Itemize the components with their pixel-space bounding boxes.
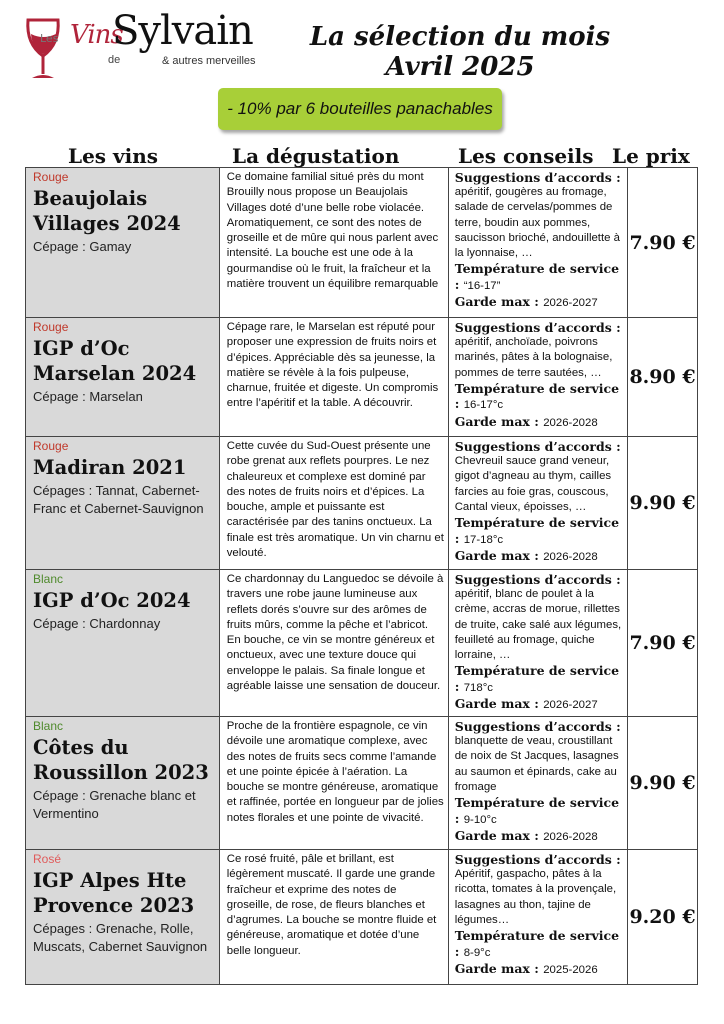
tasting-cell: Cépage rare, le Marselan est réputé pour proposer une expression de fruits noirs et d’épices. Appréciable dès sa jeunesse, la matière se révèle à la fois pulpeuse, charnue, fruitée et digeste. Un compromis entre l’apéritif et la table. A découvrir. (219, 318, 448, 437)
table-row (26, 850, 698, 985)
temperature-value: 718°c (463, 681, 493, 694)
logo-les: Les (40, 32, 59, 45)
header-vins: Les vins (68, 144, 159, 168)
garde-value: 2026-2028 (543, 551, 598, 564)
temperature-label: Température de service : (454, 795, 620, 826)
wine-name: IGP Alpes Hte Provence 2023 (33, 869, 195, 917)
wine-cepage: Cépage : Marselan (33, 389, 143, 404)
temperature-label: Température de service : (454, 261, 620, 292)
garde-line (455, 828, 625, 845)
advice-cell (448, 717, 627, 850)
wine-cepage: Cépage : Gamay (33, 239, 132, 254)
advice-cell (448, 318, 627, 437)
table-row (26, 717, 698, 850)
wine-name: Madiran 2021 (33, 456, 187, 479)
price-cell: 9.90 € (628, 717, 698, 850)
pairings-text: apéritif, blanc de poulet à la crème, accras de morue, rillettes de truite, cake salé aux légumes, feuilleté au fromage, quiche lorraine, … (454, 588, 622, 662)
temperature-value: “16-17” (463, 279, 501, 292)
table-row (26, 437, 698, 570)
pairings-label: Suggestions d’accords : (454, 439, 621, 454)
pairings-text: Chevreuil sauce grand veneur, gigot d’agneau au thym, cailles farcies au foie gras, couscous, Cantal vieux, époisses, … (454, 455, 612, 513)
table-row (26, 570, 698, 717)
temperature-label: Température de service : (454, 515, 620, 546)
advice-cell (448, 168, 627, 318)
pairings-label: Suggestions d’accords : (454, 170, 621, 185)
pairings-text: Apéritif, gaspacho, pâtes à la ricotta, tomates à la provençale, lasagnes au thon, tajine de légumes… (454, 868, 617, 926)
price-cell: 7.90 € (628, 570, 698, 717)
wine-cepage: Cépage : Grenache blanc et Vermentino (33, 788, 196, 821)
temperature-line (455, 663, 625, 696)
wine-cepage: Cépages : Tannat, Cabernet-Franc et Cabernet-Sauvignon (33, 483, 204, 516)
temperature-line (455, 928, 625, 961)
tasting-cell: Ce chardonnay du Languedoc se dévoile à travers une robe jaune lumineuse aux reflets dorés s’ouvre sur des arômes de fruits mûrs, comme la pêche et l’abricot. En bouche, ce vin se montre généreux et onctueux, avec une texture douce qui enveloppe le palais. Sa finale longue et agréable laisse une sensation de douceur. (219, 570, 448, 717)
pairings-label: Suggestions d’accords : (454, 852, 621, 867)
garde-line (455, 414, 625, 431)
shop-logo (20, 8, 260, 82)
pairings-label: Suggestions d’accords : (454, 719, 621, 734)
tasting-cell: Ce rosé fruité, pâle et brillant, est légèrement muscaté. Il garde une grande fraîcheur et exprime des notes de groseille, de rose, de fleurs blanches et d’agrumes. La bouche se montre fluide et généreuse, aromatique et dotée d’une belle longueur. (219, 850, 448, 985)
temperature-line (455, 381, 625, 414)
garde-line (455, 294, 625, 311)
pairings-text: apéritif, gougères au fromage, salade de cervelas/pommes de terre, boudin aux pommes, saucisson brioché, andouillette à la lyonnaise, … (454, 186, 620, 260)
wine-color: Rosé (33, 852, 62, 866)
wine-table (25, 167, 698, 985)
logo-sylvain: Sylvain (112, 8, 253, 54)
wine-name: IGP d’Oc 2024 (33, 589, 191, 612)
logo-de: de (108, 54, 121, 66)
temperature-value: 8-9°c (463, 946, 491, 959)
temperature-line (455, 795, 625, 828)
tasting-cell: Proche de la frontière espagnole, ce vin dévoile une aromatique complexe, avec des notes de fruits secs comme l’amande et une pointe épicée à l’aération. La bouche se montre généreuse, aromatique et raffinée, portée en longueur par de jolies notes florales et une pointe de vivacité. (219, 717, 448, 850)
garde-value: 2026-2027 (543, 699, 598, 712)
wine-cell (26, 850, 220, 985)
wine-cell (26, 717, 220, 850)
temperature-value: 17-18°c (463, 533, 504, 546)
garde-value: 2025-2026 (543, 964, 598, 977)
table-row (26, 318, 698, 437)
header-degustation: La dégustation (232, 144, 400, 168)
wine-cell (26, 437, 220, 570)
page-title (280, 22, 640, 82)
garde-value: 2026-2028 (543, 416, 598, 429)
header-prix: Le prix (612, 144, 690, 168)
title-line-1: La sélection du mois (309, 22, 611, 52)
wine-cell (26, 318, 220, 437)
price-cell: 7.90 € (628, 168, 698, 318)
garde-label: Garde max : (454, 961, 539, 977)
garde-line (455, 961, 625, 978)
wine-name: IGP d’Oc Marselan 2024 (33, 337, 197, 385)
wine-cepage: Cépage : Chardonnay (33, 616, 161, 631)
temperature-label: Température de service : (454, 380, 620, 412)
temperature-line (455, 515, 625, 548)
garde-label: Garde max : (454, 294, 539, 310)
pairings-label: Suggestions d’accords : (454, 320, 621, 335)
garde-value: 2026-2027 (543, 297, 598, 310)
wine-color: Rouge (33, 439, 69, 453)
wine-color: Rouge (33, 170, 69, 184)
temperature-label: Température de service : (454, 663, 620, 694)
wine-name: Côtes du Roussillon 2023 (33, 736, 209, 784)
title-line-2: Avril 2025 (385, 52, 535, 82)
temperature-value: 9-10°c (463, 813, 497, 826)
pairings-text: apéritif, anchoïade, poivrons marinés, pâtes à la bolognaise, pommes de terre sautées, … (454, 336, 613, 379)
advice-cell (448, 570, 627, 717)
garde-line (455, 548, 625, 565)
wine-color: Blanc (33, 572, 64, 586)
garde-label: Garde max : (454, 828, 539, 844)
wine-color: Blanc (33, 719, 64, 733)
table-row (26, 168, 698, 318)
garde-line (455, 696, 625, 713)
advice-cell (448, 850, 627, 985)
pairings-label: Suggestions d’accords : (454, 572, 621, 587)
wine-cepage: Cépages : Grenache, Rolle, Muscats, Cabernet Sauvignon (33, 921, 208, 954)
wine-cell (26, 570, 220, 717)
price-cell: 9.90 € (628, 437, 698, 570)
garde-label: Garde max : (454, 548, 539, 564)
temperature-label: Température de service : (454, 928, 620, 959)
wine-color: Rouge (33, 320, 69, 334)
logo-tagline: & autres merveilles (162, 55, 256, 67)
temperature-value: 16-17°c (463, 399, 504, 412)
garde-label: Garde max : (454, 696, 539, 712)
header-conseils: Les conseils (458, 144, 594, 168)
wine-name: Beaujolais Villages 2024 (33, 187, 181, 235)
pairings-text: blanquette de veau, croustillant de noix de St Jacques, lasagnes au saumon et épinards, cake au fromage (454, 735, 619, 793)
wine-cell (26, 168, 220, 318)
advice-cell (448, 437, 627, 570)
garde-value: 2026-2028 (543, 831, 598, 844)
temperature-line (455, 261, 625, 294)
price-cell: 9.20 € (628, 850, 698, 985)
price-cell: 8.90 € (628, 318, 698, 437)
promo-banner: - 10% par 6 bouteilles panachables (218, 88, 502, 130)
tasting-cell: Cette cuvée du Sud-Ouest présente une robe grenat aux reflets pourpres. Le nez chaleureux et complexe est dominé par des notes de fruits noirs et d’épices. La bouche, ample et puissante est caractérisée par des tanins onctueux. La finale est très aromatique. Un vin charnu et velouté. (219, 437, 448, 570)
logo-vins: Vins (70, 20, 123, 50)
tasting-cell: Ce domaine familial situé près du mont Brouilly nous propose un Beaujolais Villages doté d’une belle robe violacée. Aromatiquement, ce sont des notes de groseille et de mûre qui nous parlent avec intensité. La bouche est une ode à la gourmandise où le fruit, la fraîcheur et la matière trouvent un équilibre remarquable (219, 168, 448, 318)
garde-label: Garde max : (454, 413, 539, 429)
